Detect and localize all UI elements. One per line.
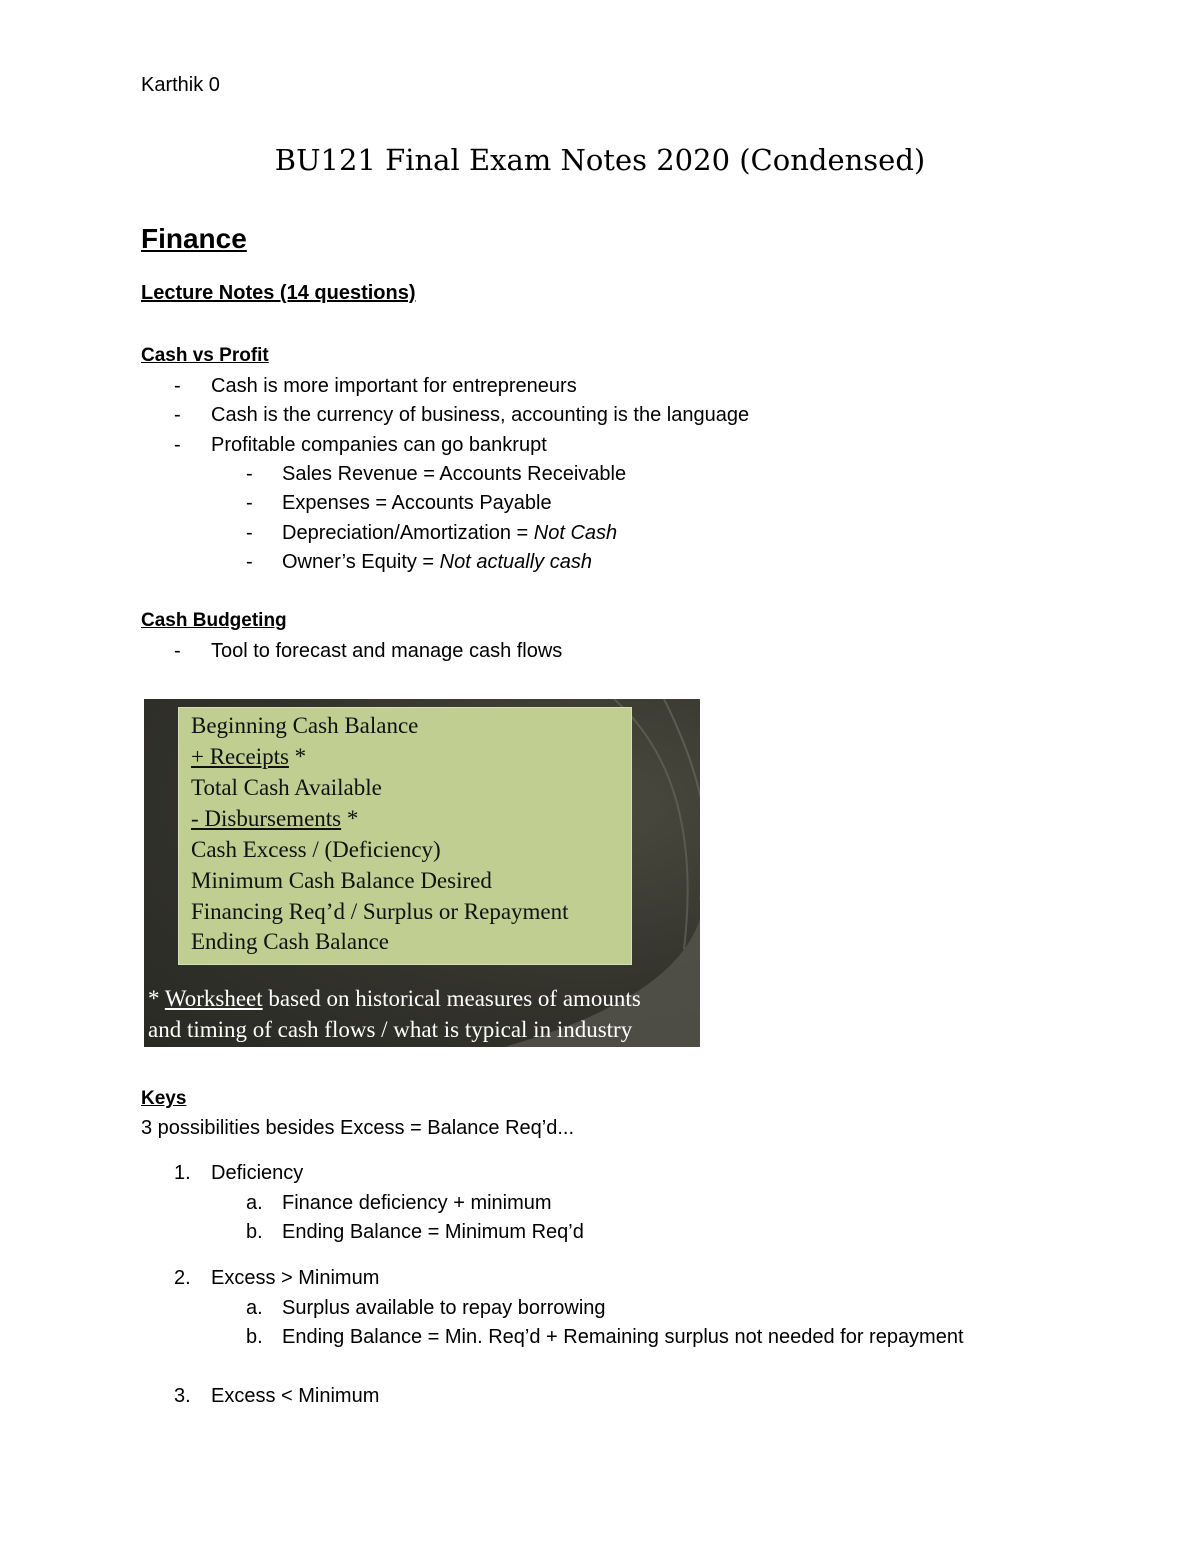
slide-line: Ending Cash Balance	[191, 929, 390, 954]
list-letter: b.	[246, 1221, 263, 1243]
bullet-dash: -	[174, 434, 181, 456]
list-letter: b.	[246, 1326, 263, 1348]
sub-list-item: Expenses = Accounts Payable	[282, 492, 552, 514]
list-item: Tool to forecast and manage cash flows	[211, 640, 563, 662]
section-heading: Finance	[141, 223, 247, 254]
slide-line: Beginning Cash Balance	[191, 713, 419, 738]
list-letter: a.	[246, 1192, 263, 1214]
sub-list-item: Ending Balance = Min. Req’d + Remaining surplus not needed for repayment	[282, 1326, 964, 1348]
bullet-dash: -	[246, 551, 253, 573]
sub-list-item: Surplus available to repay borrowing	[282, 1297, 606, 1319]
sub-list-item: Finance deficiency + minimum	[282, 1192, 552, 1214]
cash-budgeting-heading: Cash Budgeting	[141, 610, 287, 631]
bullet-dash: -	[246, 492, 253, 514]
list-item: Profitable companies can go bankrupt	[211, 434, 547, 456]
keys-intro: 3 possibilities besides Excess = Balance Req’d...	[141, 1117, 575, 1139]
list-number: 2.	[174, 1267, 191, 1289]
bullet-dash: -	[174, 375, 181, 397]
sub-list-item: Sales Revenue = Accounts Receivable	[282, 463, 627, 485]
cash-budget-slide-image	[144, 699, 700, 1047]
bullet-dash: -	[246, 463, 253, 485]
page-title: BU121 Final Exam Notes 2020 (Condensed)	[274, 143, 926, 177]
slide-footnote: and timing of cash flows / what is typical in industry	[148, 1017, 633, 1042]
list-item: Deficiency	[211, 1162, 304, 1184]
cash-vs-profit-heading: Cash vs Profit	[141, 345, 269, 366]
list-item: Cash is more important for entrepreneurs	[211, 375, 577, 397]
list-item: Cash is the currency of business, accounting is the language	[211, 404, 750, 426]
list-number: 3.	[174, 1385, 191, 1407]
list-number: 1.	[174, 1162, 191, 1184]
author-name: Karthik 0	[141, 74, 220, 96]
sub-list-item: Owner’s Equity = Not actually cash	[282, 551, 592, 573]
slide-line: Financing Req’d / Surplus or Repayment	[191, 899, 569, 924]
bullet-dash: -	[174, 404, 181, 426]
slide-line: Total Cash Available	[191, 775, 382, 800]
slide-line: + Receipts *	[191, 744, 307, 769]
slide-line: - Disbursements *	[191, 806, 359, 831]
subsection-heading: Lecture Notes (14 questions)	[141, 282, 416, 304]
bullet-dash: -	[246, 522, 253, 544]
list-item: Excess < Minimum	[211, 1385, 380, 1407]
sub-list-item: Depreciation/Amortization = Not Cash	[282, 522, 618, 544]
cash-budget-formula-box	[178, 707, 632, 965]
bullet-dash: -	[174, 640, 181, 662]
list-item: Excess > Minimum	[211, 1267, 380, 1289]
list-letter: a.	[246, 1297, 263, 1319]
slide-line: Minimum Cash Balance Desired	[191, 868, 492, 893]
sub-list-item: Ending Balance = Minimum Req’d	[282, 1221, 584, 1243]
slide-line: Cash Excess / (Deficiency)	[191, 837, 441, 862]
slide-footnote: * Worksheet based on historical measures of amounts	[148, 986, 641, 1011]
keys-heading: Keys	[141, 1088, 187, 1109]
